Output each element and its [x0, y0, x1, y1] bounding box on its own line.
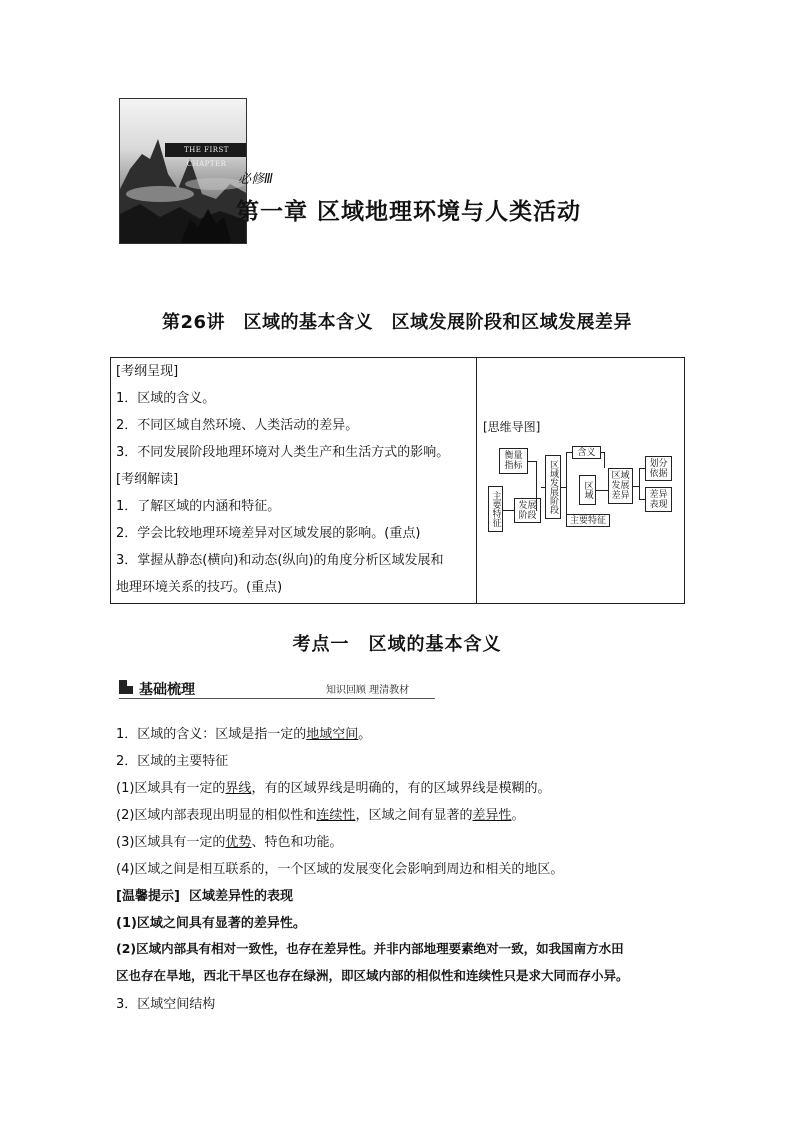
node-performance: 差异表现	[645, 487, 672, 512]
node-region-dev-diff: 区域发展差异	[608, 468, 633, 504]
mind-map-label: [思维导图]	[483, 420, 541, 434]
mountain-landscape-image	[120, 99, 247, 244]
outline-item: 1．区域的含义。	[116, 391, 216, 406]
node-basis: 划分依据	[645, 456, 672, 481]
chapter-title: 第一章 区域地理环境与人类活动	[236, 199, 582, 225]
outline-box-divider	[476, 357, 477, 604]
outline-item: 地理环境关系的技巧。(重点)	[116, 580, 283, 595]
content-line: 1．区域的含义：区域是指一定的地域空间。	[116, 727, 372, 742]
node-region: 区域	[579, 475, 596, 505]
connector	[536, 461, 537, 511]
node-meaning: 含义	[572, 446, 601, 459]
node-dev-stage: 发展阶段	[514, 498, 541, 523]
tip-line: (1)区域之间具有显著的差异性。	[116, 916, 306, 931]
section-title: 考点一 区域的基本含义	[292, 634, 502, 655]
section-heading: 基础梳理	[139, 682, 195, 698]
node-measure: 衡量指标	[499, 448, 528, 474]
connector	[604, 452, 605, 468]
tip-line: (2)区域内部具有相对一致性，也存在差异性。并非内部地理要素绝对一致，如我国南方水田	[116, 941, 624, 956]
chapter-band: THE FIRST CHAPTER	[165, 143, 247, 157]
lecture-title: 第26讲 区域的基本含义 区域发展阶段和区域发展差异	[161, 312, 633, 333]
outline-item: 3．掌握从静态(横向)和动态(纵向)的角度分析区域发展和	[116, 553, 444, 568]
connector	[566, 452, 572, 453]
tip-heading: [温馨提示] 区域差异性的表现	[116, 889, 293, 904]
node-main-features: 主要特征	[566, 514, 610, 527]
node-region-dev-stage: 区域发展阶段	[545, 455, 561, 519]
chapter-cover-image	[119, 98, 247, 244]
section-underline	[119, 698, 435, 699]
content-line: 3．区域空间结构	[116, 997, 216, 1012]
chapter-subtitle: 必修Ⅲ	[238, 172, 273, 187]
content-line: (1)区域具有一定的界线，有的区域界线是明确的，有的区域界线是模糊的。	[116, 781, 551, 796]
header-divider	[246, 98, 247, 176]
connector	[541, 487, 545, 488]
node-main-features-v: 主要特征	[488, 486, 503, 532]
outline-item: 1．了解区域的内涵和特征。	[116, 499, 281, 514]
connector	[639, 468, 640, 500]
connector	[639, 468, 645, 469]
outline-item: 2．不同区域自然环境、人类活动的差异。	[116, 418, 359, 433]
tip-line: 区也存在旱地，西北干旱区也存在绿洲，即区域内部的相似性和连续性只是求大同而存小异。	[116, 968, 629, 983]
connector	[503, 510, 514, 511]
section-heading-right: 知识回顾 理清教材	[326, 685, 410, 696]
content-line: (4)区域之间是相互联系的，一个区域的发展变化会影响到周边和相关的地区。	[116, 862, 564, 877]
section-square-icon	[119, 680, 133, 694]
connector	[639, 499, 645, 500]
connector	[528, 461, 536, 462]
connector	[596, 490, 608, 491]
connector	[566, 452, 567, 520]
outline-heading-presentation: [考纲呈现]	[116, 364, 179, 379]
outline-heading-interpretation: [考纲解读]	[116, 472, 179, 487]
outline-item: 3．不同发展阶段地理环境对人类生产和生活方式的影响。	[116, 445, 450, 460]
content-line: (2)区域内部表现出明显的相似性和连续性，区域之间有显著的差异性。	[116, 808, 525, 823]
content-line: (3)区域具有一定的优势、特色和功能。	[116, 835, 343, 850]
content-line: 2．区域的主要特征	[116, 754, 229, 769]
outline-item: 2．学会比较地理环境差异对区域发展的影响。(重点)	[116, 526, 421, 541]
